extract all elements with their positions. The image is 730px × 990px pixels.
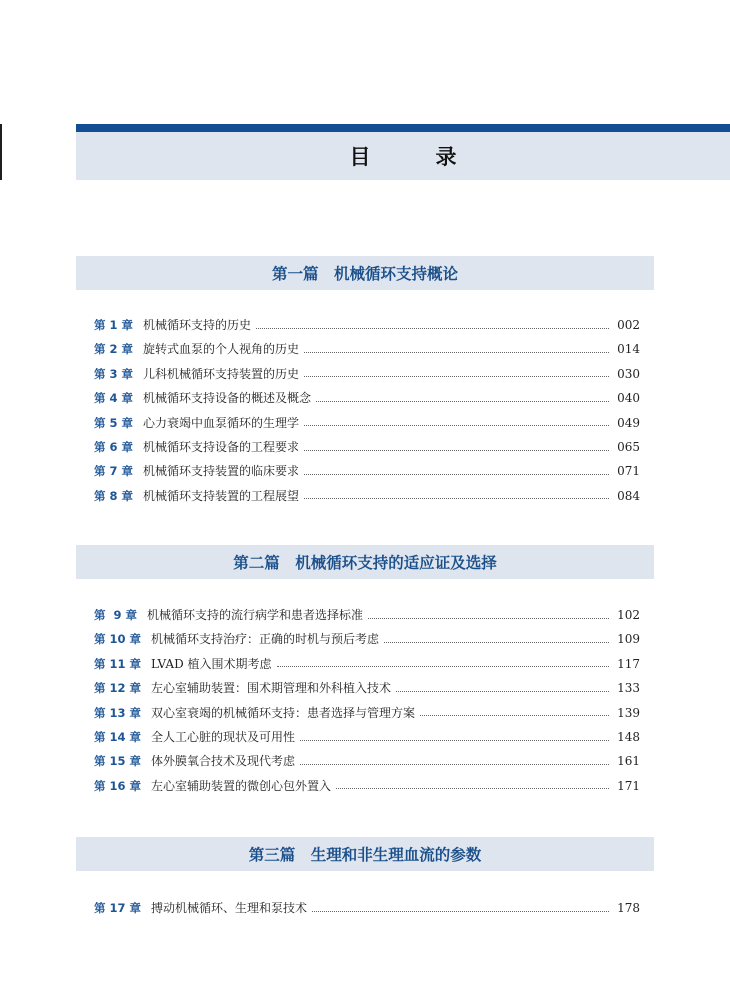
- part-heading-3: [76, 837, 654, 871]
- chapter-title: 心力衰竭中血泵循环的生理学: [143, 415, 300, 430]
- chapter-number: 第 17 章: [94, 901, 142, 915]
- chapter-number: 第 1 章: [94, 318, 134, 332]
- page-number: 148: [617, 729, 640, 744]
- chapter-title: 旋转式血泵的个人视角的历史: [143, 342, 300, 357]
- part-title: 第二篇 机械循环支持的适应证及选择: [233, 554, 497, 572]
- page-number: 065: [617, 439, 640, 454]
- page-number: 014: [617, 342, 640, 357]
- chapter-number: 第 9 章: [94, 608, 138, 622]
- chapter-number: 第 10 章: [94, 632, 142, 647]
- toc-list-part-3: [94, 896, 640, 920]
- dot-leader: [300, 740, 609, 741]
- page-number: 117: [617, 656, 640, 671]
- toc-entry[interactable]: [94, 749, 640, 773]
- part-title: 第三篇 生理和非生理血流的参数: [248, 846, 482, 864]
- chapter-number: 第 4 章: [94, 391, 134, 406]
- page-number: 171: [617, 778, 640, 793]
- toc-entry[interactable]: [94, 676, 640, 700]
- chapter-number: 第 2 章: [94, 342, 134, 357]
- toc-entry[interactable]: [94, 725, 640, 749]
- page-number: 178: [617, 901, 640, 915]
- chapter-title: 机械循环支持装置的工程展望: [143, 488, 300, 503]
- toc-entry[interactable]: [94, 603, 640, 627]
- page-number: 071: [617, 464, 640, 479]
- page-number: 049: [617, 415, 640, 430]
- page-edge-mark: [0, 124, 2, 180]
- chapter-title: 全人工心脏的现状及可用性: [151, 729, 296, 744]
- dot-leader: [304, 450, 609, 451]
- toc-entry[interactable]: [94, 459, 640, 483]
- chapter-number: 第 14 章: [94, 729, 142, 744]
- part-heading-1: [76, 256, 654, 290]
- dot-leader: [384, 642, 609, 643]
- dot-leader: [396, 691, 609, 692]
- dot-leader: [368, 618, 609, 619]
- title-band: [76, 132, 730, 180]
- dot-leader: [300, 764, 609, 765]
- toc-list-part-2: [94, 603, 640, 798]
- dot-leader: [336, 788, 609, 789]
- chapter-number: 第 11 章: [94, 656, 142, 671]
- dot-leader: [420, 715, 609, 716]
- page-number: 102: [617, 608, 640, 622]
- page-number: 133: [617, 681, 640, 696]
- part-title: 第一篇 机械循环支持概论: [271, 265, 458, 283]
- toc-entry[interactable]: [94, 484, 640, 508]
- dot-leader: [304, 474, 609, 475]
- dot-leader: [277, 666, 609, 667]
- chapter-title: 机械循环支持设备的概述及概念: [143, 391, 312, 406]
- header-rule: [76, 124, 730, 132]
- dot-leader: [304, 376, 609, 377]
- toc-entry[interactable]: [94, 627, 640, 651]
- chapter-number: 第 16 章: [94, 778, 142, 793]
- page-number: 040: [617, 391, 640, 406]
- page-number: 139: [617, 705, 640, 720]
- chapter-number: 第 13 章: [94, 705, 142, 720]
- chapter-number: 第 15 章: [94, 754, 142, 769]
- chapter-title: 左心室辅助装置的微创心包外置入: [151, 778, 332, 793]
- toc-entry[interactable]: [94, 411, 640, 435]
- chapter-title: 机械循环支持设备的工程要求: [143, 439, 300, 454]
- chapter-title: 机械循环支持治疗：正确的时机与预后考虑: [151, 632, 380, 647]
- dot-leader: [304, 425, 609, 426]
- chapter-title: 双心室衰竭的机械循环支持：患者选择与管理方案: [151, 705, 416, 720]
- toc-entry[interactable]: [94, 362, 640, 386]
- dot-leader: [256, 328, 609, 329]
- part-heading-2: [76, 545, 654, 579]
- toc-entry[interactable]: [94, 386, 640, 410]
- toc-entry[interactable]: [94, 313, 640, 337]
- chapter-title: 机械循环支持的流行病学和患者选择标准: [147, 608, 364, 622]
- toc-entry[interactable]: [94, 896, 640, 920]
- toc-entry[interactable]: [94, 337, 640, 361]
- toc-entry[interactable]: [94, 435, 640, 459]
- page-number: 002: [617, 318, 640, 332]
- chapter-number: 第 12 章: [94, 681, 142, 696]
- chapter-number: 第 3 章: [94, 366, 134, 381]
- chapter-title: 体外膜氧合技术及现代考虑: [151, 754, 296, 769]
- page-number: 109: [617, 632, 640, 647]
- chapter-title: 搏动机械循环、生理和泵技术: [151, 901, 308, 915]
- chapter-title: LVAD 植入围术期考虑: [151, 656, 272, 671]
- toc-entry[interactable]: [94, 774, 640, 798]
- dot-leader: [304, 352, 609, 353]
- dot-leader: [316, 401, 609, 402]
- chapter-title: 左心室辅助装置：围术期管理和外科植入技术: [151, 681, 392, 696]
- page-title: 目 录: [349, 145, 479, 169]
- dot-leader: [304, 498, 609, 499]
- toc-list-part-1: [94, 313, 640, 508]
- page-number: 030: [617, 366, 640, 381]
- dot-leader: [312, 911, 609, 912]
- chapter-number: 第 6 章: [94, 439, 134, 454]
- page-number: 161: [617, 754, 640, 769]
- chapter-number: 第 7 章: [94, 464, 134, 479]
- chapter-number: 第 8 章: [94, 488, 134, 503]
- chapter-title: 儿科机械循环支持装置的历史: [143, 366, 300, 381]
- toc-entry[interactable]: [94, 701, 640, 725]
- chapter-title: 机械循环支持的历史: [143, 318, 252, 332]
- chapter-title: 机械循环支持装置的临床要求: [143, 464, 300, 479]
- chapter-number: 第 5 章: [94, 415, 134, 430]
- page-number: 084: [617, 488, 640, 503]
- toc-entry[interactable]: [94, 652, 640, 676]
